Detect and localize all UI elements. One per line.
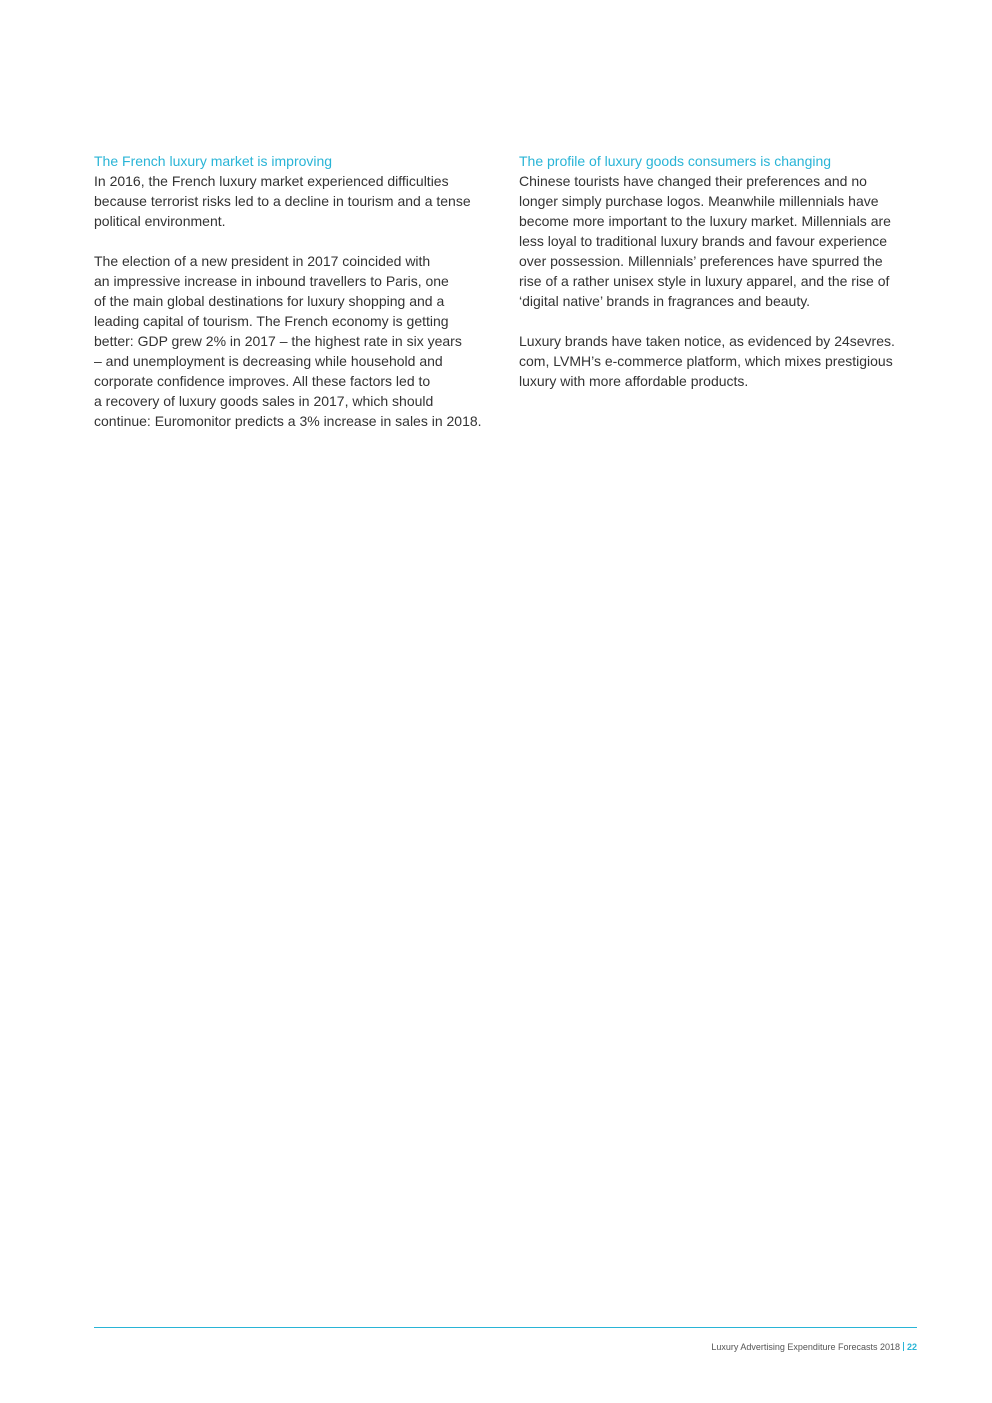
paragraph: In 2016, the French luxury market experienced difficulties because terrorist risks led to a decline in tourism and a tense political environment.	[94, 173, 471, 229]
footer-divider	[94, 1327, 917, 1328]
right-column	[519, 151, 917, 391]
paragraph: The election of a new president in 2017 coincided with an impressive increase in inbound travellers to Paris, one of the main global destinations for luxury shopping and a leading capital of tourism. The French economy is getting better: GDP grew 2% in 2017 – the highest rate in six years – and unemployment is decreasing while household and corporate confidence improves. All these factors led to a recovery of luxury goods sales in 2017, which should continue: Euromonitor predicts a 3% increase in sales in 2018.	[94, 253, 482, 429]
paragraph: Luxury brands have taken notice, as evidenced by 24sevres. com, LVMH’s e-commerce platform, which mixes prestigious luxury with more affordable products.	[519, 333, 895, 389]
section-heading-consumer-profile: The profile of luxury goods consumers is changing	[519, 153, 832, 169]
footer-title: Luxury Advertising Expenditure Forecasts 2018	[711, 1342, 900, 1352]
paragraph: Chinese tourists have changed their preferences and no longer simply purchase logos. Meanwhile millennials have become more important to the luxury market. Millennials are less loyal to traditional luxury brands and favour experience over possession. Millennials’ preferences have spurred the rise of a rather unisex style in luxury apparel, and the rise of ‘digital native’ brands in fragrances and beauty.	[519, 173, 891, 309]
left-column	[94, 151, 492, 431]
page-number: 22	[906, 1342, 917, 1352]
footer-separator	[903, 1342, 904, 1351]
section-heading-french-market: The French luxury market is improving	[94, 153, 333, 169]
page-footer	[711, 1341, 917, 1353]
